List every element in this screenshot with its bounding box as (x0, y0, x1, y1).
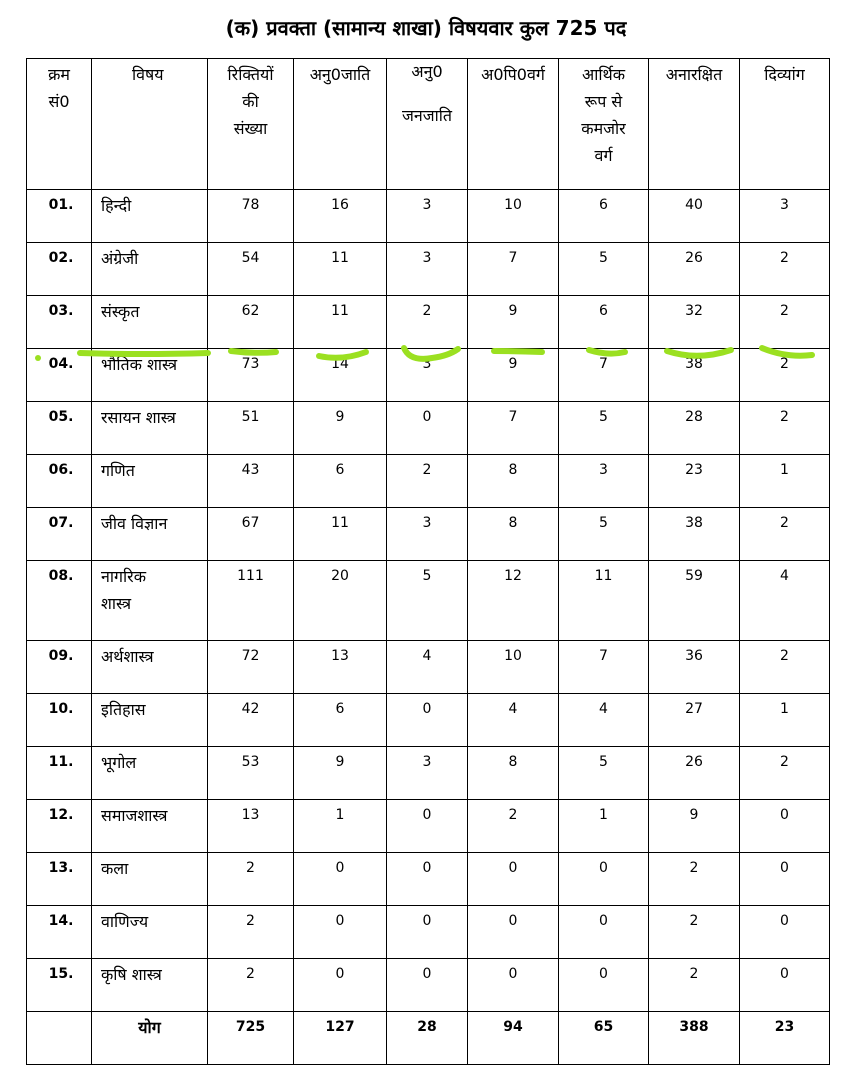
cell-unreserved: 2 (649, 906, 740, 959)
cell-subject: गणित (92, 455, 208, 508)
cell-st: 0 (387, 906, 468, 959)
cell-st: 3 (387, 190, 468, 243)
cell-sno: 03. (27, 296, 92, 349)
cell-ews: 5 (559, 747, 649, 800)
cell-unreserved: 2 (649, 959, 740, 1012)
cell-total: 72 (208, 641, 294, 694)
cell-subject: अंग्रेजी (92, 243, 208, 296)
cell-divyang: 2 (740, 508, 830, 561)
header-subject-label: विषय (132, 65, 164, 84)
table-row (27, 402, 830, 455)
cell-subject: अर्थशास्त्र (92, 641, 208, 694)
cell-unreserved: 2 (649, 853, 740, 906)
cell-st: 0 (387, 402, 468, 455)
cell-divyang: 0 (740, 800, 830, 853)
cell-divyang: 3 (740, 190, 830, 243)
total-label: योग (92, 1012, 208, 1065)
header-row (27, 59, 830, 190)
header-st-line1: अनु0 (411, 62, 443, 81)
cell-divyang: 0 (740, 959, 830, 1012)
cell-sc: 16 (294, 190, 387, 243)
cell-unreserved: 28 (649, 402, 740, 455)
cell-total: 51 (208, 402, 294, 455)
cell-sc: 0 (294, 906, 387, 959)
cell-subject: भूगोल (92, 747, 208, 800)
cell-obc: 8 (468, 508, 559, 561)
cell-st: 0 (387, 959, 468, 1012)
header-ews-line2: रूप से (584, 92, 623, 111)
cell-divyang: 2 (740, 349, 830, 402)
cell-sno: 13. (27, 853, 92, 906)
cell-subject: वाणिज्य (92, 906, 208, 959)
header-ews (559, 59, 649, 190)
cell-total: 111 (208, 561, 294, 641)
cell-sno: 01. (27, 190, 92, 243)
header-vacancies (208, 59, 294, 190)
header-st-line2: जनजाति (401, 106, 453, 125)
cell-unreserved: 38 (649, 349, 740, 402)
header-divyang-label: दिव्यांग (764, 65, 805, 84)
cell-sno: 11. (27, 747, 92, 800)
cell-sno: 15. (27, 959, 92, 1012)
cell-total: 73 (208, 349, 294, 402)
total-vacancies: 725 (208, 1012, 294, 1065)
cell-sno: 05. (27, 402, 92, 455)
cell-subject: कृषि शास्त्र (92, 959, 208, 1012)
cell-sc: 11 (294, 296, 387, 349)
cell-divyang: 4 (740, 561, 830, 641)
cell-st: 4 (387, 641, 468, 694)
header-ews-line4: वर्ग (594, 146, 613, 165)
cell-unreserved: 32 (649, 296, 740, 349)
table-row (27, 455, 830, 508)
cell-subject: जीव विज्ञान (92, 508, 208, 561)
table-row (27, 641, 830, 694)
table-row (27, 800, 830, 853)
cell-obc: 10 (468, 190, 559, 243)
table-row (27, 296, 830, 349)
table-row (27, 959, 830, 1012)
table-row-highlighted (27, 349, 830, 402)
cell-st: 2 (387, 455, 468, 508)
cell-sno: 06. (27, 455, 92, 508)
cell-ews: 7 (559, 349, 649, 402)
cell-unreserved: 59 (649, 561, 740, 641)
cell-ews: 6 (559, 296, 649, 349)
header-obc (468, 59, 559, 190)
header-sno-line1: क्रम (48, 65, 70, 84)
cell-subject: हिन्दी (92, 190, 208, 243)
cell-obc: 0 (468, 959, 559, 1012)
cell-sno: 08. (27, 561, 92, 641)
cell-obc: 0 (468, 853, 559, 906)
cell-unreserved: 9 (649, 800, 740, 853)
cell-st: 3 (387, 747, 468, 800)
header-vacancies-line3: संख्या (233, 119, 268, 138)
cell-obc: 12 (468, 561, 559, 641)
total-obc: 94 (468, 1012, 559, 1065)
header-sc-label: अनु0जाति (309, 65, 371, 84)
cell-ews: 6 (559, 190, 649, 243)
cell-divyang: 1 (740, 694, 830, 747)
cell-unreserved: 27 (649, 694, 740, 747)
total-sc: 127 (294, 1012, 387, 1065)
total-st: 28 (387, 1012, 468, 1065)
cell-unreserved: 36 (649, 641, 740, 694)
total-unreserved: 388 (649, 1012, 740, 1065)
cell-sc: 20 (294, 561, 387, 641)
cell-sc: 9 (294, 747, 387, 800)
cell-obc: 7 (468, 402, 559, 455)
total-ews: 65 (559, 1012, 649, 1065)
cell-divyang: 2 (740, 747, 830, 800)
table-row (27, 243, 830, 296)
cell-st: 3 (387, 349, 468, 402)
cell-subject: समाजशास्त्र (92, 800, 208, 853)
cell-divyang: 1 (740, 455, 830, 508)
header-divyang (740, 59, 830, 190)
cell-total: 62 (208, 296, 294, 349)
cell-sc: 6 (294, 694, 387, 747)
cell-sc: 9 (294, 402, 387, 455)
header-obc-label: अ0पि0वर्ग (481, 65, 545, 84)
cell-subject (92, 561, 208, 641)
cell-divyang: 2 (740, 243, 830, 296)
cell-total: 2 (208, 959, 294, 1012)
table-row (27, 561, 830, 641)
header-vacancies-line2: की (242, 92, 259, 111)
cell-unreserved: 23 (649, 455, 740, 508)
table-row (27, 508, 830, 561)
cell-subject-line1: नागरिक (101, 567, 147, 586)
cell-sc: 0 (294, 959, 387, 1012)
cell-obc: 9 (468, 349, 559, 402)
cell-ews: 3 (559, 455, 649, 508)
vacancy-table (26, 58, 830, 1065)
total-row (27, 1012, 830, 1065)
cell-total: 42 (208, 694, 294, 747)
cell-total: 2 (208, 906, 294, 959)
cell-st: 3 (387, 243, 468, 296)
header-ews-line3: कमजोर (581, 119, 626, 138)
cell-sno: 07. (27, 508, 92, 561)
cell-total: 54 (208, 243, 294, 296)
cell-total: 13 (208, 800, 294, 853)
cell-st: 2 (387, 296, 468, 349)
table-row (27, 747, 830, 800)
cell-unreserved: 40 (649, 190, 740, 243)
cell-obc: 7 (468, 243, 559, 296)
header-unreserved-label: अनारक्षित (665, 65, 723, 84)
cell-subject: कला (92, 853, 208, 906)
cell-subject: इतिहास (92, 694, 208, 747)
cell-divyang: 0 (740, 853, 830, 906)
cell-obc: 0 (468, 906, 559, 959)
cell-sc: 11 (294, 508, 387, 561)
cell-obc: 10 (468, 641, 559, 694)
cell-divyang: 2 (740, 296, 830, 349)
cell-ews: 5 (559, 402, 649, 455)
header-sno-line2: सं0 (48, 92, 70, 111)
cell-unreserved: 38 (649, 508, 740, 561)
header-unreserved (649, 59, 740, 190)
cell-ews: 0 (559, 959, 649, 1012)
cell-obc: 4 (468, 694, 559, 747)
cell-sc: 1 (294, 800, 387, 853)
cell-sno: 12. (27, 800, 92, 853)
cell-sc: 0 (294, 853, 387, 906)
cell-st: 0 (387, 694, 468, 747)
cell-sc: 6 (294, 455, 387, 508)
cell-ews: 4 (559, 694, 649, 747)
cell-st: 0 (387, 853, 468, 906)
cell-total: 78 (208, 190, 294, 243)
cell-ews: 5 (559, 508, 649, 561)
total-divyang: 23 (740, 1012, 830, 1065)
cell-sno: 14. (27, 906, 92, 959)
cell-obc: 8 (468, 455, 559, 508)
cell-sno: 09. (27, 641, 92, 694)
cell-subject-line2: शास्त्र (101, 594, 132, 613)
table-row (27, 694, 830, 747)
cell-ews: 0 (559, 853, 649, 906)
table-row (27, 853, 830, 906)
header-ews-line1: आर्थिक (581, 65, 625, 84)
cell-sno: 10. (27, 694, 92, 747)
cell-ews: 1 (559, 800, 649, 853)
cell-obc: 8 (468, 747, 559, 800)
table-row (27, 190, 830, 243)
page-title: (क) प्रवक्ता (सामान्य शाखा) विषयवार कुल 725 पद (225, 16, 627, 40)
cell-divyang: 2 (740, 641, 830, 694)
cell-total: 43 (208, 455, 294, 508)
header-sno (27, 59, 92, 190)
cell-total: 2 (208, 853, 294, 906)
header-vacancies-line1: रिक्तियों (227, 65, 274, 84)
cell-sno-empty (27, 1012, 92, 1065)
cell-total: 67 (208, 508, 294, 561)
header-subject (92, 59, 208, 190)
table-row (27, 906, 830, 959)
header-sc (294, 59, 387, 190)
cell-sno: 02. (27, 243, 92, 296)
cell-st: 5 (387, 561, 468, 641)
cell-total: 53 (208, 747, 294, 800)
cell-ews: 7 (559, 641, 649, 694)
cell-sc: 13 (294, 641, 387, 694)
header-st (387, 59, 468, 190)
cell-subject: रसायन शास्त्र (92, 402, 208, 455)
cell-obc: 2 (468, 800, 559, 853)
cell-divyang: 0 (740, 906, 830, 959)
cell-subject: संस्कृत (92, 296, 208, 349)
cell-unreserved: 26 (649, 747, 740, 800)
cell-sc: 11 (294, 243, 387, 296)
cell-subject: भौतिक शास्त्र (92, 349, 208, 402)
cell-ews: 11 (559, 561, 649, 641)
cell-divyang: 2 (740, 402, 830, 455)
cell-unreserved: 26 (649, 243, 740, 296)
cell-st: 3 (387, 508, 468, 561)
cell-sc: 14 (294, 349, 387, 402)
cell-sno: 04. (27, 349, 92, 402)
cell-ews: 5 (559, 243, 649, 296)
cell-ews: 0 (559, 906, 649, 959)
cell-st: 0 (387, 800, 468, 853)
cell-obc: 9 (468, 296, 559, 349)
